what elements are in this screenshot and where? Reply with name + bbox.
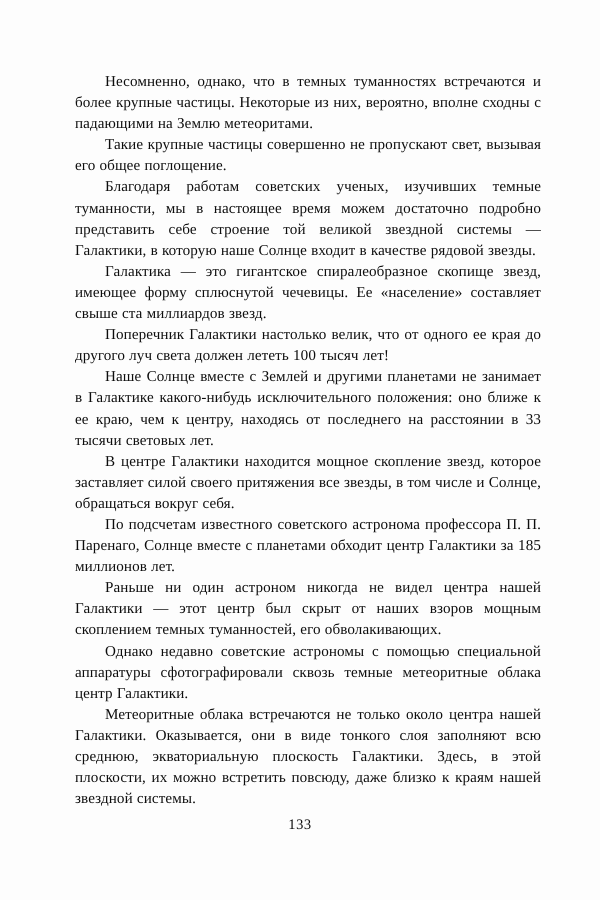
paragraph: Раньше ни один астроном никогда не видел центра нашей Галактики — этот центр был скрыт от наших взоров мощным скоплением темных туманностей, его обволакивающих. [75,580,541,639]
paragraph: По подсчетам известного советского астронома профессора П. П. Паренаго, Солнце вместе с планетами обходит центр Галактики за 185 миллионов лет. [75,516,541,576]
paragraph: Благодаря работам советских ученых, изучивших темные туманности, мы в настоящее время можем достаточно подробно представить себе строение той великой звездной системы — Галактики, в которую наше Солнце входит в качестве рядовой звезды. [75,179,541,259]
paragraph: Метеоритные облака встречаются не только около центра нашей Галактики. Оказывается, они в виде тонкого слоя заполняют всю среднюю, экваториальную плоскость Галактики. Здесь, в этой плоскости, их можно встретить повсюду, даже близко к краям нашей звездной системы. [75,706,541,808]
paragraph: Галактика — это гигантское спиралеобразное скопище звезд, имеющее форму сплюснутой чечевицы. Ее «население» составляет свыше ста миллиардов звезд. [75,263,541,323]
paragraph: Поперечник Галактики настолько велик, что от одного ее края до другого луч света должен лететь 100 тысяч лет! [75,327,541,365]
paragraph: Однако недавно советские астрономы с помощью специальной аппаратуры сфотографировали сквозь темные метеоритные облака центр Галактики. [75,643,541,702]
paragraph: Такие крупные частицы совершенно не пропускают свет, вызывая его общее поглощение. [75,137,541,175]
paragraph: В центре Галактики находится мощное скопление звезд, которое заставляет силой своего притяжения все звезды, в том числе и Солнце, обращаться вокруг себя. [75,453,541,512]
paragraph: Несомненно, однако, что в темных туманностях встречаются и более крупные частицы. Некоторые из них, вероятно, вполне сходны с падающими на Землю метеоритами. [75,74,541,133]
page-number: 133 [288,817,312,833]
paragraph: Наше Солнце вместе с Землей и другими планетами не занимает в Галактике какого-нибудь исключительного положения: оно ближе к ее краю, чем к центру, находясь от последнего на расстоянии в 33 тысячи световых лет. [75,369,541,449]
page-text-body [75,72,541,810]
